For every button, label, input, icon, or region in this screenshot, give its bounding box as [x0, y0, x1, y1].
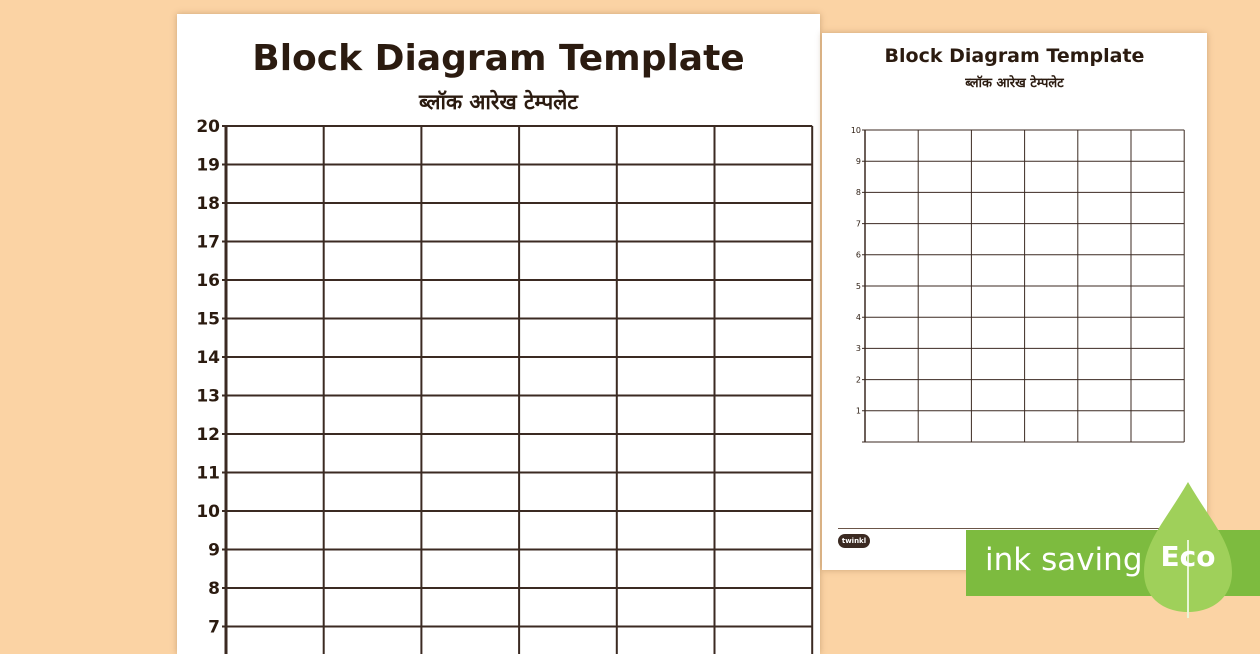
- brand-logo: twinkl: [838, 534, 870, 548]
- page-subtitle-hindi: ब्लॉक आरेख टेम्पलेट: [419, 90, 578, 114]
- page-title-small: Block Diagram Template: [884, 45, 1145, 67]
- y-tick-label: 8: [855, 188, 861, 198]
- y-tick-label: 3: [855, 344, 861, 354]
- y-tick-label: 18: [196, 193, 220, 214]
- page-title: Block Diagram Template: [252, 38, 745, 79]
- y-tick-label: 14: [196, 347, 220, 368]
- y-tick-label: 10: [850, 125, 861, 135]
- y-tick-label: 17: [196, 232, 220, 253]
- y-tick-label: 6: [855, 250, 861, 260]
- y-tick-label: 9: [855, 157, 861, 166]
- eco-badge: Eco: [1160, 540, 1216, 573]
- y-tick-label: 8: [208, 578, 220, 599]
- y-tick-label: 10: [196, 501, 220, 522]
- y-tick-label: 13: [196, 386, 220, 407]
- y-tick-label: 20: [196, 116, 220, 137]
- template-page-large: [177, 14, 820, 654]
- y-tick-label: 15: [196, 309, 220, 330]
- y-tick-label: 5: [855, 281, 861, 291]
- y-tick-label: 1: [855, 406, 861, 416]
- y-tick-label: 7: [855, 219, 861, 229]
- y-tick-label: 2: [855, 375, 861, 385]
- y-tick-label: 12: [196, 424, 220, 445]
- y-tick-label: 11: [196, 463, 220, 484]
- page-subtitle-hindi-small: ब्लॉक आरेख टेम्पलेट: [965, 76, 1064, 91]
- y-tick-label: 19: [196, 155, 220, 176]
- ink-saving-label: ink saving: [985, 542, 1143, 578]
- block-grid-large: [177, 14, 820, 654]
- y-tick-label: 7: [208, 617, 220, 638]
- y-tick-label: 4: [855, 313, 861, 322]
- y-tick-label: 9: [208, 540, 220, 561]
- y-tick-label: 16: [196, 270, 220, 291]
